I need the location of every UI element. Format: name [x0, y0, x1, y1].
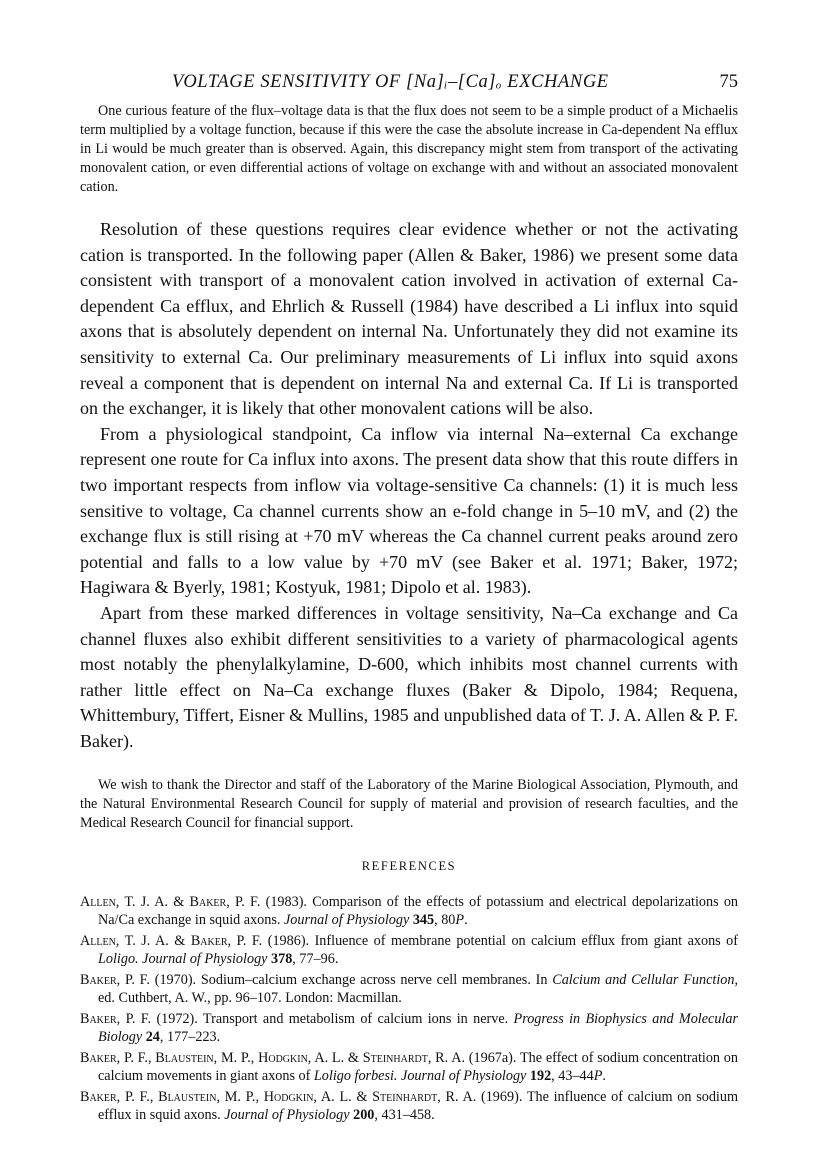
reference-item: Allen, T. J. A. & Baker, P. F. (1986). Influence of membrane potential on calcium efflux from giant axons of Loligo. Journal of Physiology 378, 77–96.	[80, 933, 738, 967]
reference-item: Allen, T. J. A. & Baker, P. F. (1983). Comparison of the effects of potassium and electrical depolarizations on Na/Ca exchange in squid axons. Journal of Physiology 345, 80P.	[80, 894, 739, 928]
acknowledgement: We wish to thank the Director and staff of the Laboratory of the Marine Biological Association, Plymouth, and the Natural Environmental Research Council for supply of material and provision of research faculties, and the Medical Research Council for financial support.	[80, 777, 738, 832]
references-heading: REFERENCES	[361, 859, 457, 874]
reference-item: Baker, P. F., Blaustein, M. P., Hodgkin, A. L. & Steinhardt, R. A. (1969). The influence of calcium on sodium efflux in squid axons. Journal of Physiology 200, 431–458.	[80, 1089, 738, 1123]
page-number: 75	[719, 72, 738, 92]
reference-item: Baker, P. F. (1970). Sodium–calcium exchange across nerve cell membranes. In Calcium and Cellular Function, ed. Cuthbert, A. W., pp. 96–107. London: Macmillan.	[80, 972, 739, 1006]
reference-list	[80, 894, 738, 1124]
journal-page	[80, 72, 738, 1128]
body-paragraph-1: Resolution of these questions requires clear evidence whether or not the activating cation is transported. In the following paper (Allen & Baker, 1986) we present some data consistent with transport of a monovalent cation involved in activation of external Ca-dependent Ca efflux, and Ehrlich & Russell (1984) have described a Li influx into squid axons that is absolutely dependent on internal Na. Unfortunately they did not examine its sensitivity to external Ca. Our preliminary measurements of Li influx into squid axons reveal a component that is dependent on internal Na and external Ca. If Li is transported on the exchanger, it is likely that other monovalent cations will be also.	[80, 219, 738, 419]
note-paragraph: One curious feature of the flux–voltage data is that the flux does not seem to be a simple product of a Michaelis term multiplied by a voltage function, because if this were the case the absolute increase in Ca-dependent Na efflux in Li would be much greater than is observed. Again, this discrepancy might stem from transport of the activating monovalent cation, or even differential actions of voltage on exchange with and without an associated monovalent cation.	[80, 103, 738, 195]
body-paragraph-2: From a physiological standpoint, Ca inflow via internal Na–external Ca exchange represent one route for Ca influx into axons. The present data show that this route differs in two important respects from inflow via voltage-sensitive Ca channels: (1) it is much less sensitive to voltage, Ca channel currents show an e-fold change in 5–10 mV, and (2) the exchange flux is still rising at +70 mV whereas the Ca channel current peaks around zero potential and falls to a low value by +70 mV (see Baker et al. 1971; Baker, 1972; Hagiwara & Byerly, 1981; Kostyuk, 1981; Dipolo et al. 1983).	[80, 423, 738, 598]
page-header	[80, 72, 738, 102]
body-paragraph-3: Apart from these marked differences in voltage sensitivity, Na–Ca exchange and Ca channel fluxes also exhibit different sensitivities to a variety of pharmacological agents most notably the phenylalkylamine, D-600, which inhibits most channel currents with rather little effect on Na–Ca exchange fluxes (Baker & Dipolo, 1984; Requena, Whittembury, Tiffert, Eisner & Mullins, 1985 and unpublished data of T. J. A. Allen & P. F. Baker).	[80, 602, 738, 751]
reference-item: Baker, P. F. (1972). Transport and metabolism of calcium ions in nerve. Progress in Biophysics and Molecular Biology 24, 177–223.	[80, 1011, 738, 1045]
reference-item: Baker, P. F., Blaustein, M. P., Hodgkin, A. L. & Steinhardt, R. A. (1967a). The effect of sodium concentration on calcium movements in giant axons of Loligo forbesi. Journal of Physiology 192, 43–44P.	[80, 1050, 738, 1084]
running-title: VOLTAGE SENSITIVITY OF [Na]ᵢ–[Ca]ₒ EXCHANGE	[172, 72, 609, 92]
